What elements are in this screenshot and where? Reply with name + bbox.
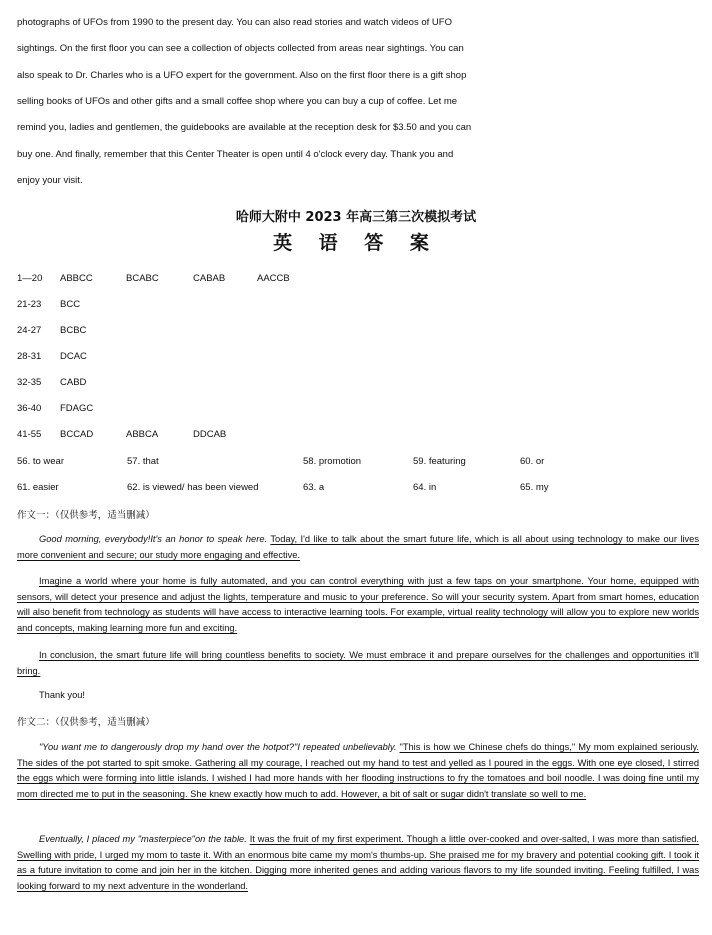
answer-range: 41-55 [17,429,42,440]
answer-group: BCABC [126,273,159,284]
answer-range: 21-23 [17,299,42,310]
answer-group: ABBCC [60,273,93,284]
answer-range: 28-31 [17,351,42,362]
blank-answer: 63. a [303,482,325,493]
answer-key-title: 英 语 答 案 [273,232,439,254]
answer-range: 32-35 [17,377,42,388]
blank-answer: 64. in [413,482,437,493]
answer-group: CABAB [193,273,226,284]
essay2-heading: 作文二：（仅供参考，适当删减） [17,717,155,728]
essay1-heading: 作文一：（仅供参考，适当删减） [17,510,155,521]
blank-answers-row [17,456,697,470]
transcript-line: sightings. On the first floor you can see a collection of objects collected from areas near sightings. You can [17,43,464,54]
transcript-line: photographs of UFOs from 1990 to the present day. You can also read stories and watch videos of UFO [17,17,452,28]
transcript-line: remind you, ladies and gentlemen, the guidebooks are available at the reception desk for $3.50 and you can [17,122,472,133]
answer-range: 1—20 [17,273,43,284]
answer-group: BCCAD [60,429,94,440]
exam-title: 哈师大附中 2023 年高三第三次模拟考试 [235,210,477,225]
transcript-line: enjoy your visit. [17,175,83,186]
answer-group: FDAGC [60,403,94,414]
answer-group: AACCB [257,273,290,284]
answer-group: ABBCA [126,429,159,440]
blank-answer: 61. easier [17,482,59,493]
answer-range: 36-40 [17,403,42,414]
blank-answer: 65. my [520,482,549,493]
essay1-paragraph: Imagine a world where your home is fully automated, and you can control everything with just a few taps on your smartphone. Your home, equipped with sensors, will detect your presence and adjust the lights, temperature and music to your preference. So will your security system. Apart from smart homes, education will also benefit from technology as students will have access to interactive learning tools. For example, virtual reality technology will allow you to explore new worlds and concepts, making learning more fun and exciting. [17,576,699,633]
transcript-line: also speak to Dr. Charles who is a UFO expert for the government. Also on the first floor there is a gift shop [17,70,467,81]
essay1-paragraph: In conclusion, the smart future life will bring countless benefits to society. We must embrace it and prepare ourselves for the challenges and opportunities it'll bring. [17,650,699,676]
answer-group: BCBC [60,325,87,336]
essay1-paragraph: Thank you! [39,690,85,700]
blank-answer: 58. promotion [303,456,362,467]
answer-group: CABD [60,377,87,388]
answer-group: BCC [60,299,81,310]
transcript-line: selling books of UFOs and other gifts and a small coffee shop where you can buy a cup of coffee. Let me [17,96,458,107]
answer-range: 24-27 [17,325,42,336]
blank-answer: 60. or [520,456,545,467]
blank-answer: 62. is viewed/ has been viewed [127,482,259,493]
transcript-line: buy one. And finally, remember that this Center Theater is open until 4 o'clock every day. Thank you and [17,149,454,160]
blank-answers-row [17,482,697,496]
answer-group: DCAC [60,351,87,362]
essay2-paragraph: "You want me to dangerously drop my hand over the hotpot?"I repeated unbelievably. "This is how we Chinese chefs do things," My mom explained seriously. The sides of the pot started to spit smoke. Gathering all my courage, I reached out my hand to test and yelled as I poured in the eggs. With one eye closed, I stirred the eggs which were forming into little islands. I wished I had more hands with her flooding instructions to fry the tomatoes and boil noodle. I was doing fine until my mom directed me to put in the seasoning. She knew exactly how much to add. However, a bit of salt or sugar didn't translate so well to me. [17,742,699,799]
essay2-paragraph: Eventually, I placed my "masterpiece"on the table. It was the fruit of my first experiment. Though a little over-cooked and over-salted, I was more than satisfied. Swelling with pride, I urged my mom to taste it. With an enormous bite came my mom's thumbs-up. She praised me for my bravery and potential cooking gift. I took it as a future invitation to come and join her in the kitchen. Digging more inherited genes and adding various flavors to my life sounded inviting. Feeling fulfilled, I was looking forward to my next adventure in the wonderland. [17,834,700,891]
blank-answer: 57. that [127,456,159,467]
blank-answer: 59. featuring [413,456,466,467]
blank-answer: 56. to wear [17,456,64,467]
essay1-paragraph: Good morning, everybody!It's an honor to speak here. Today, I'd like to talk about the smart future life, which is all about using technology to make our lives more convenient and secure; our study more engaging and effective. [17,534,699,560]
answer-group: DDCAB [193,429,227,440]
